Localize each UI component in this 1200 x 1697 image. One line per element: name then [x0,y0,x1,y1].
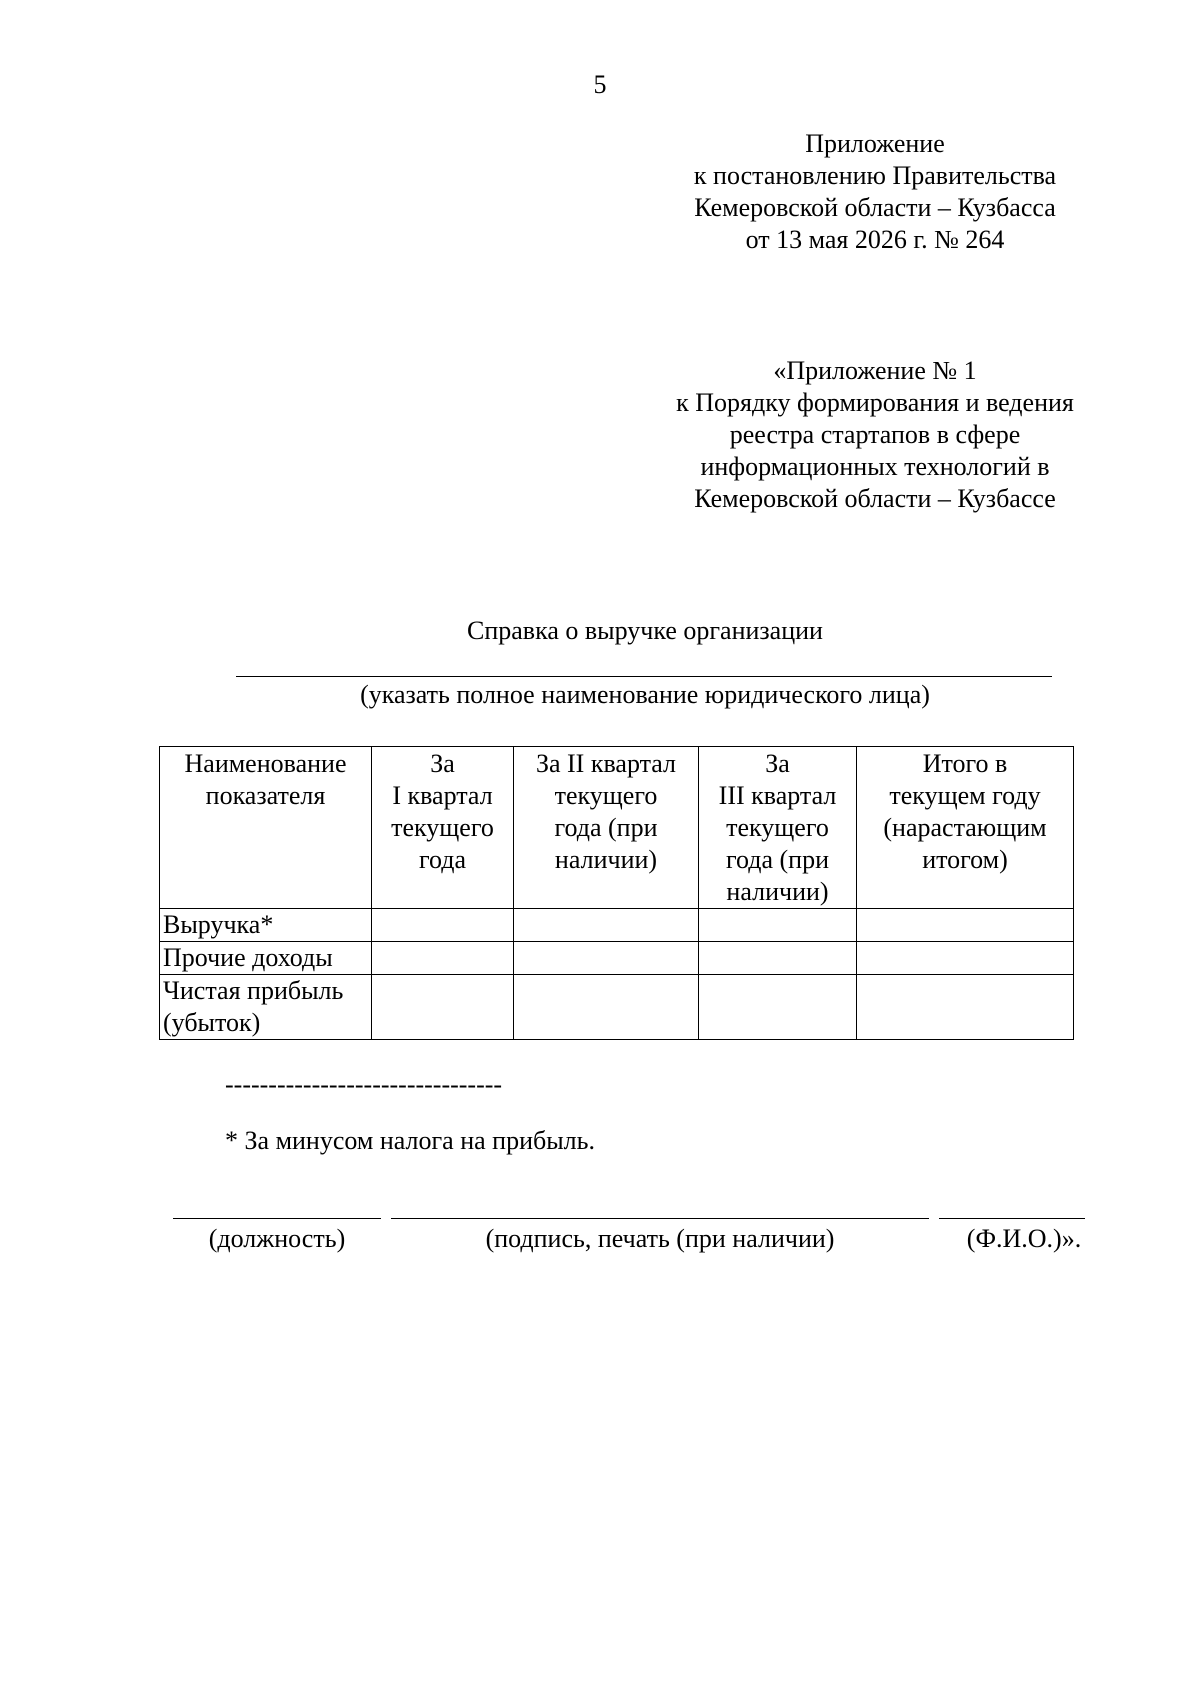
appendix-header-line: к постановлению Правительства [693,161,1057,190]
footnote: * За минусом налога на прибыль. [225,1126,596,1155]
table-cell [857,975,1074,1040]
table-cell [699,942,857,975]
signature-line [391,1218,929,1219]
appendix-reference-line: Кемеровской области – Кузбассе [694,484,1056,513]
appendix-reference-line: реестра стартапов в сфере [729,420,1021,449]
header-text: текущем году [889,781,1041,810]
header-text: Итого в [922,749,1008,778]
row-label-line: (убыток) [163,1008,261,1037]
header-text: текущего [554,781,658,810]
header-q1 [372,747,514,909]
header-text: III квартал [718,781,837,810]
header-text: I квартал [392,781,493,810]
org-name-hint: (указать полное наименование юридического лица) [360,680,930,709]
name-label: (Ф.И.О.)». [966,1224,1082,1253]
appendix-header-line: от 13 мая 2026 г. № 264 [745,225,1005,254]
header-text: текущего [391,813,494,842]
name-line [939,1218,1085,1219]
document-title: Справка о выручке организации [467,616,823,645]
table-cell [514,909,699,942]
table-cell [514,975,699,1040]
header-text: За II квартал [535,749,677,778]
table-cell [372,975,514,1040]
table-cell [372,942,514,975]
appendix-reference-line: «Приложение № 1 [773,356,977,385]
header-text: Наименование [184,749,347,778]
signature-label: (подпись, печать (при наличии) [485,1224,835,1253]
page-number: 5 [593,70,607,99]
table-cell [699,975,857,1040]
row-label-line: Чистая прибыль [163,976,344,1005]
header-text: (нарастающим [883,813,1047,842]
row-label-revenue: Выручка* [160,909,372,942]
header-q3 [699,747,857,909]
position-line [173,1218,381,1219]
header-text: текущего [726,813,829,842]
table-row [160,942,1074,975]
row-label-other-income: Прочие доходы [160,942,372,975]
table-cell [857,909,1074,942]
revenue-table [159,746,1074,1040]
table-cell [857,942,1074,975]
table-header-row [160,747,1074,909]
header-indicator [160,747,372,909]
row-label-net-profit [160,975,372,1040]
header-text: наличии) [726,877,829,906]
header-year-total [857,747,1074,909]
header-q2 [514,747,699,909]
appendix-header-line: Приложение [805,129,945,158]
header-text: итогом) [922,845,1008,874]
header-text: года (при [725,845,830,874]
table-cell [699,909,857,942]
footnote-separator: -------------------------------- [225,1070,503,1099]
header-text: За [765,749,790,778]
position-label: (должность) [208,1224,346,1253]
header-text: года [418,845,467,874]
table-row [160,909,1074,942]
header-text: показателя [205,781,326,810]
table-cell [372,909,514,942]
table-cell [514,942,699,975]
appendix-header-line: Кемеровской области – Кузбасса [694,193,1056,222]
appendix-header [640,128,1110,256]
org-name-line [236,676,1052,677]
header-text: года (при [554,813,658,842]
header-text: наличии) [554,845,658,874]
appendix-reference-line: информационных технологий в [700,452,1050,481]
header-text: За [430,749,455,778]
appendix-reference [640,355,1110,515]
table-row [160,975,1074,1040]
appendix-reference-line: к Порядку формирования и ведения [676,388,1074,417]
